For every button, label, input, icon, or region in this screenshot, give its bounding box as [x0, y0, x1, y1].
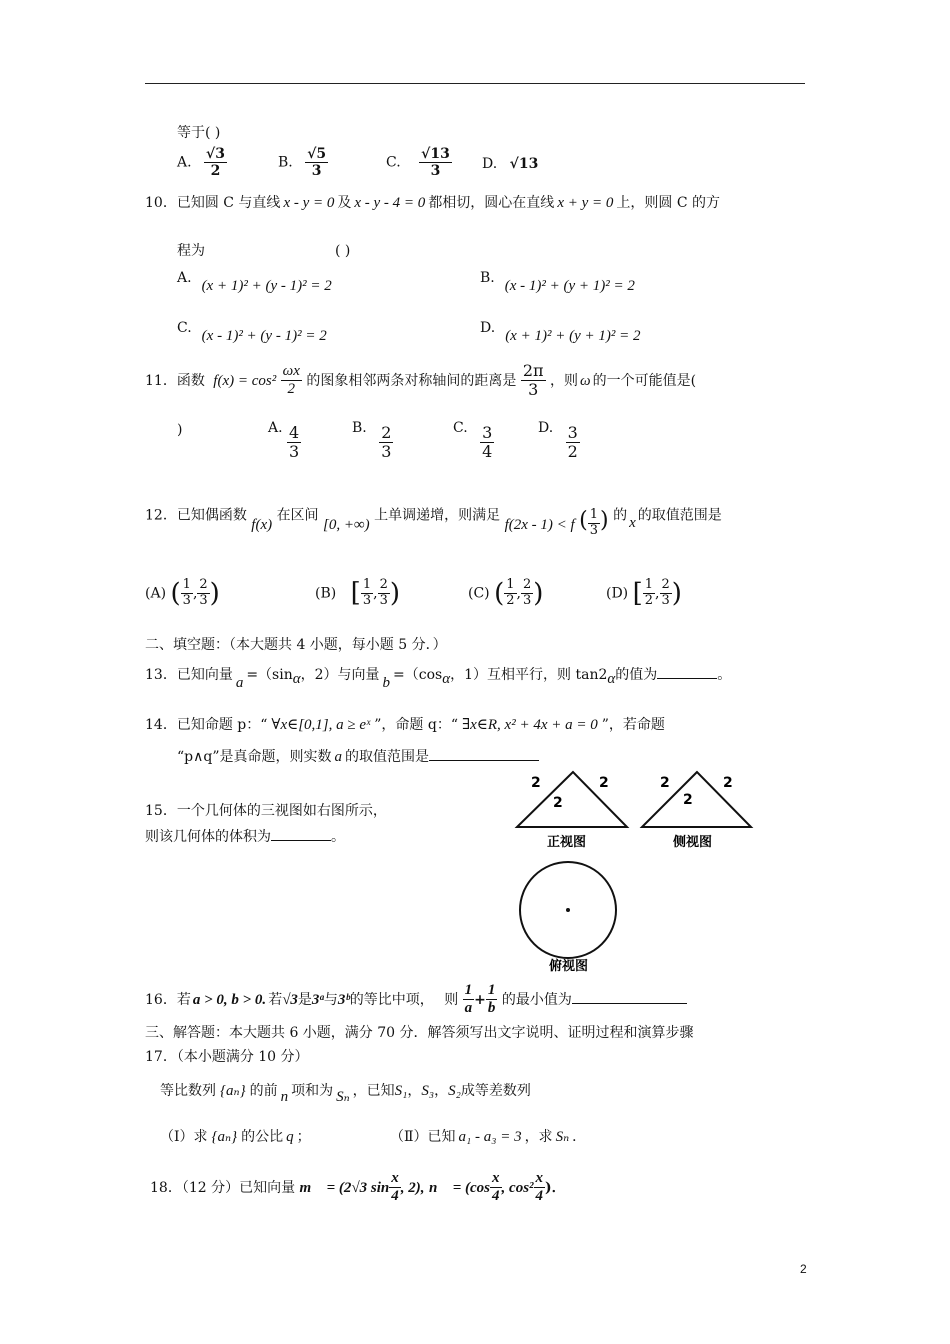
q9-option-d: D. √13 — [482, 156, 539, 172]
q10-option-c: C. (x - 1)² + (y - 1)² = 2 — [177, 320, 327, 344]
top-view — [520, 862, 616, 974]
q9-option-c: C. $\frac{√13}{3}$ — [386, 146, 450, 180]
section-3-heading: 三、解答题：本大题共 6 小题，满分 70 分．解答须写出文字说明、证明过程和演算步骤 — [145, 1025, 694, 1041]
q17-part-1: （Ⅰ）求 {aₙ} 的公比 q ； — [160, 1129, 311, 1145]
q12-option-c: (C) ( $\frac{1}{2}$ , $\frac{2}{3}$ ) — [468, 577, 544, 609]
top-view-center-dot — [566, 908, 570, 912]
q15-stem-line2: 则该几何体的体积为 。 — [145, 829, 345, 845]
q11-option-b: B. $\frac{2}{3}$ — [352, 420, 392, 462]
q16-stem: 16．若 a > 0, b > 0. 若√3是3ᵃ与3ᵇ的等比中项， 则 $\frac{1}{a}$ + $\frac{1}{b}$ 的最小值为 — [145, 982, 687, 1018]
front-view-caption: 正视图 — [547, 835, 587, 850]
q15-stem: 15．一个几何体的三视图如右图所示， — [145, 803, 387, 819]
q10-option-b: B. (x - 1)² + (y + 1)² = 2 — [480, 270, 635, 294]
q17-stem: 等比数列 {aₙ} 的前 n 项和为 Sₙ ，已知S₁，S₃，S₂成等差数列 — [160, 1083, 531, 1105]
front-view-left-label: 2 — [531, 775, 541, 791]
q11-option-c: C. $\frac{3}{4}$ — [453, 420, 493, 462]
header-rule — [145, 83, 805, 84]
q9-tail: 等于( ) — [177, 125, 221, 141]
q14-stem-line2: “p∧q”是真命题，则实数 a 的取值范围是 — [177, 746, 539, 766]
side-view-caption: 侧视图 — [673, 835, 713, 850]
q9-option-b: B. $\frac{√5}{3}$ — [278, 146, 327, 180]
q17-part-2: （Ⅱ）已知 a₁ - a₃ = 3 ，求 Sₙ ． — [390, 1129, 587, 1145]
three-view-figure — [505, 760, 765, 980]
q14-stem: 14．已知命题 p：“ ∀x∈[0,1], a ≥ eˣ ”，命题 q：“ ∃x∈R, x² + 4x + a = 0 ”，若命题 — [145, 717, 665, 733]
section-2-heading: 二、填空题：（本大题共 4 小题，每小题 5 分．） — [145, 637, 447, 653]
q12-option-b: (B) [ $\frac{1}{3}$ , $\frac{2}{3}$ ) — [315, 577, 400, 609]
q11-option-d: D. $\frac{3}{2}$ — [538, 420, 578, 462]
q11-option-a: A. $\frac{4}{3}$ — [268, 420, 300, 462]
q12-stem: 12．已知偶函数 f(x) 在区间 [0, +∞) 上单调递增，则满足 f(2x - 1) < f ( $\frac{1}{3}$ ) 的 x 的取值范围是 — [145, 507, 722, 538]
front-view-inner-label: 2 — [553, 795, 563, 811]
top-view-caption: 俯视图 — [549, 959, 589, 974]
q9-option-a: A. $\frac{√3}{2}$ — [177, 146, 225, 180]
q12-option-d: (D) [ $\frac{1}{2}$ , $\frac{2}{3}$ ) — [606, 577, 682, 609]
q11-stem: 11．函数 f(x) = cos² $\frac{\omega x}{2}$ 的图象相邻两条对称轴间的距离是 $\frac{2\pi}{3}$ ，则 ω 的一个可能值是( — [145, 361, 697, 400]
side-view-inner-label: 2 — [683, 792, 693, 808]
side-view-left-label: 2 — [660, 775, 670, 791]
side-view — [642, 772, 751, 850]
page-number: 2 — [800, 1262, 807, 1276]
q10-option-a: A. (x + 1)² + (y - 1)² = 2 — [177, 270, 332, 294]
q11-close-paren: ) — [177, 422, 183, 438]
q17-heading: 17．（本小题满分 10 分） — [145, 1049, 309, 1065]
q10-option-d: D. (x + 1)² + (y + 1)² = 2 — [480, 320, 641, 344]
q10-stem: 10．已知圆 C 与直线 x - y = 0 及 x - y - 4 = 0 都相切，圆心在直线 x + y = 0 上，则圆 C 的方 — [145, 195, 720, 211]
q12-option-a: (A) ( $\frac{1}{3}$ , $\frac{2}{3}$ ) — [145, 577, 220, 609]
front-view — [517, 772, 627, 850]
q18-stem: 18．（12 分）已知向量 m⃗ = (2√3 sin $\frac{x}{4}$ , 2), n⃗ = (cos $\frac{x}{4}$ , cos² $\frac{x}{4}$ )． — [150, 1170, 566, 1205]
side-view-right-label: 2 — [723, 775, 733, 791]
q13-stem: 13．已知向量 a =（sinα，2）与向量 b =（cosα，1）互相平行，则 tan2α的值为 。 — [145, 667, 732, 691]
side-view-triangle — [642, 772, 751, 827]
q10-stem-line2: 程为 ( ) — [177, 243, 351, 259]
front-view-right-label: 2 — [599, 775, 609, 791]
